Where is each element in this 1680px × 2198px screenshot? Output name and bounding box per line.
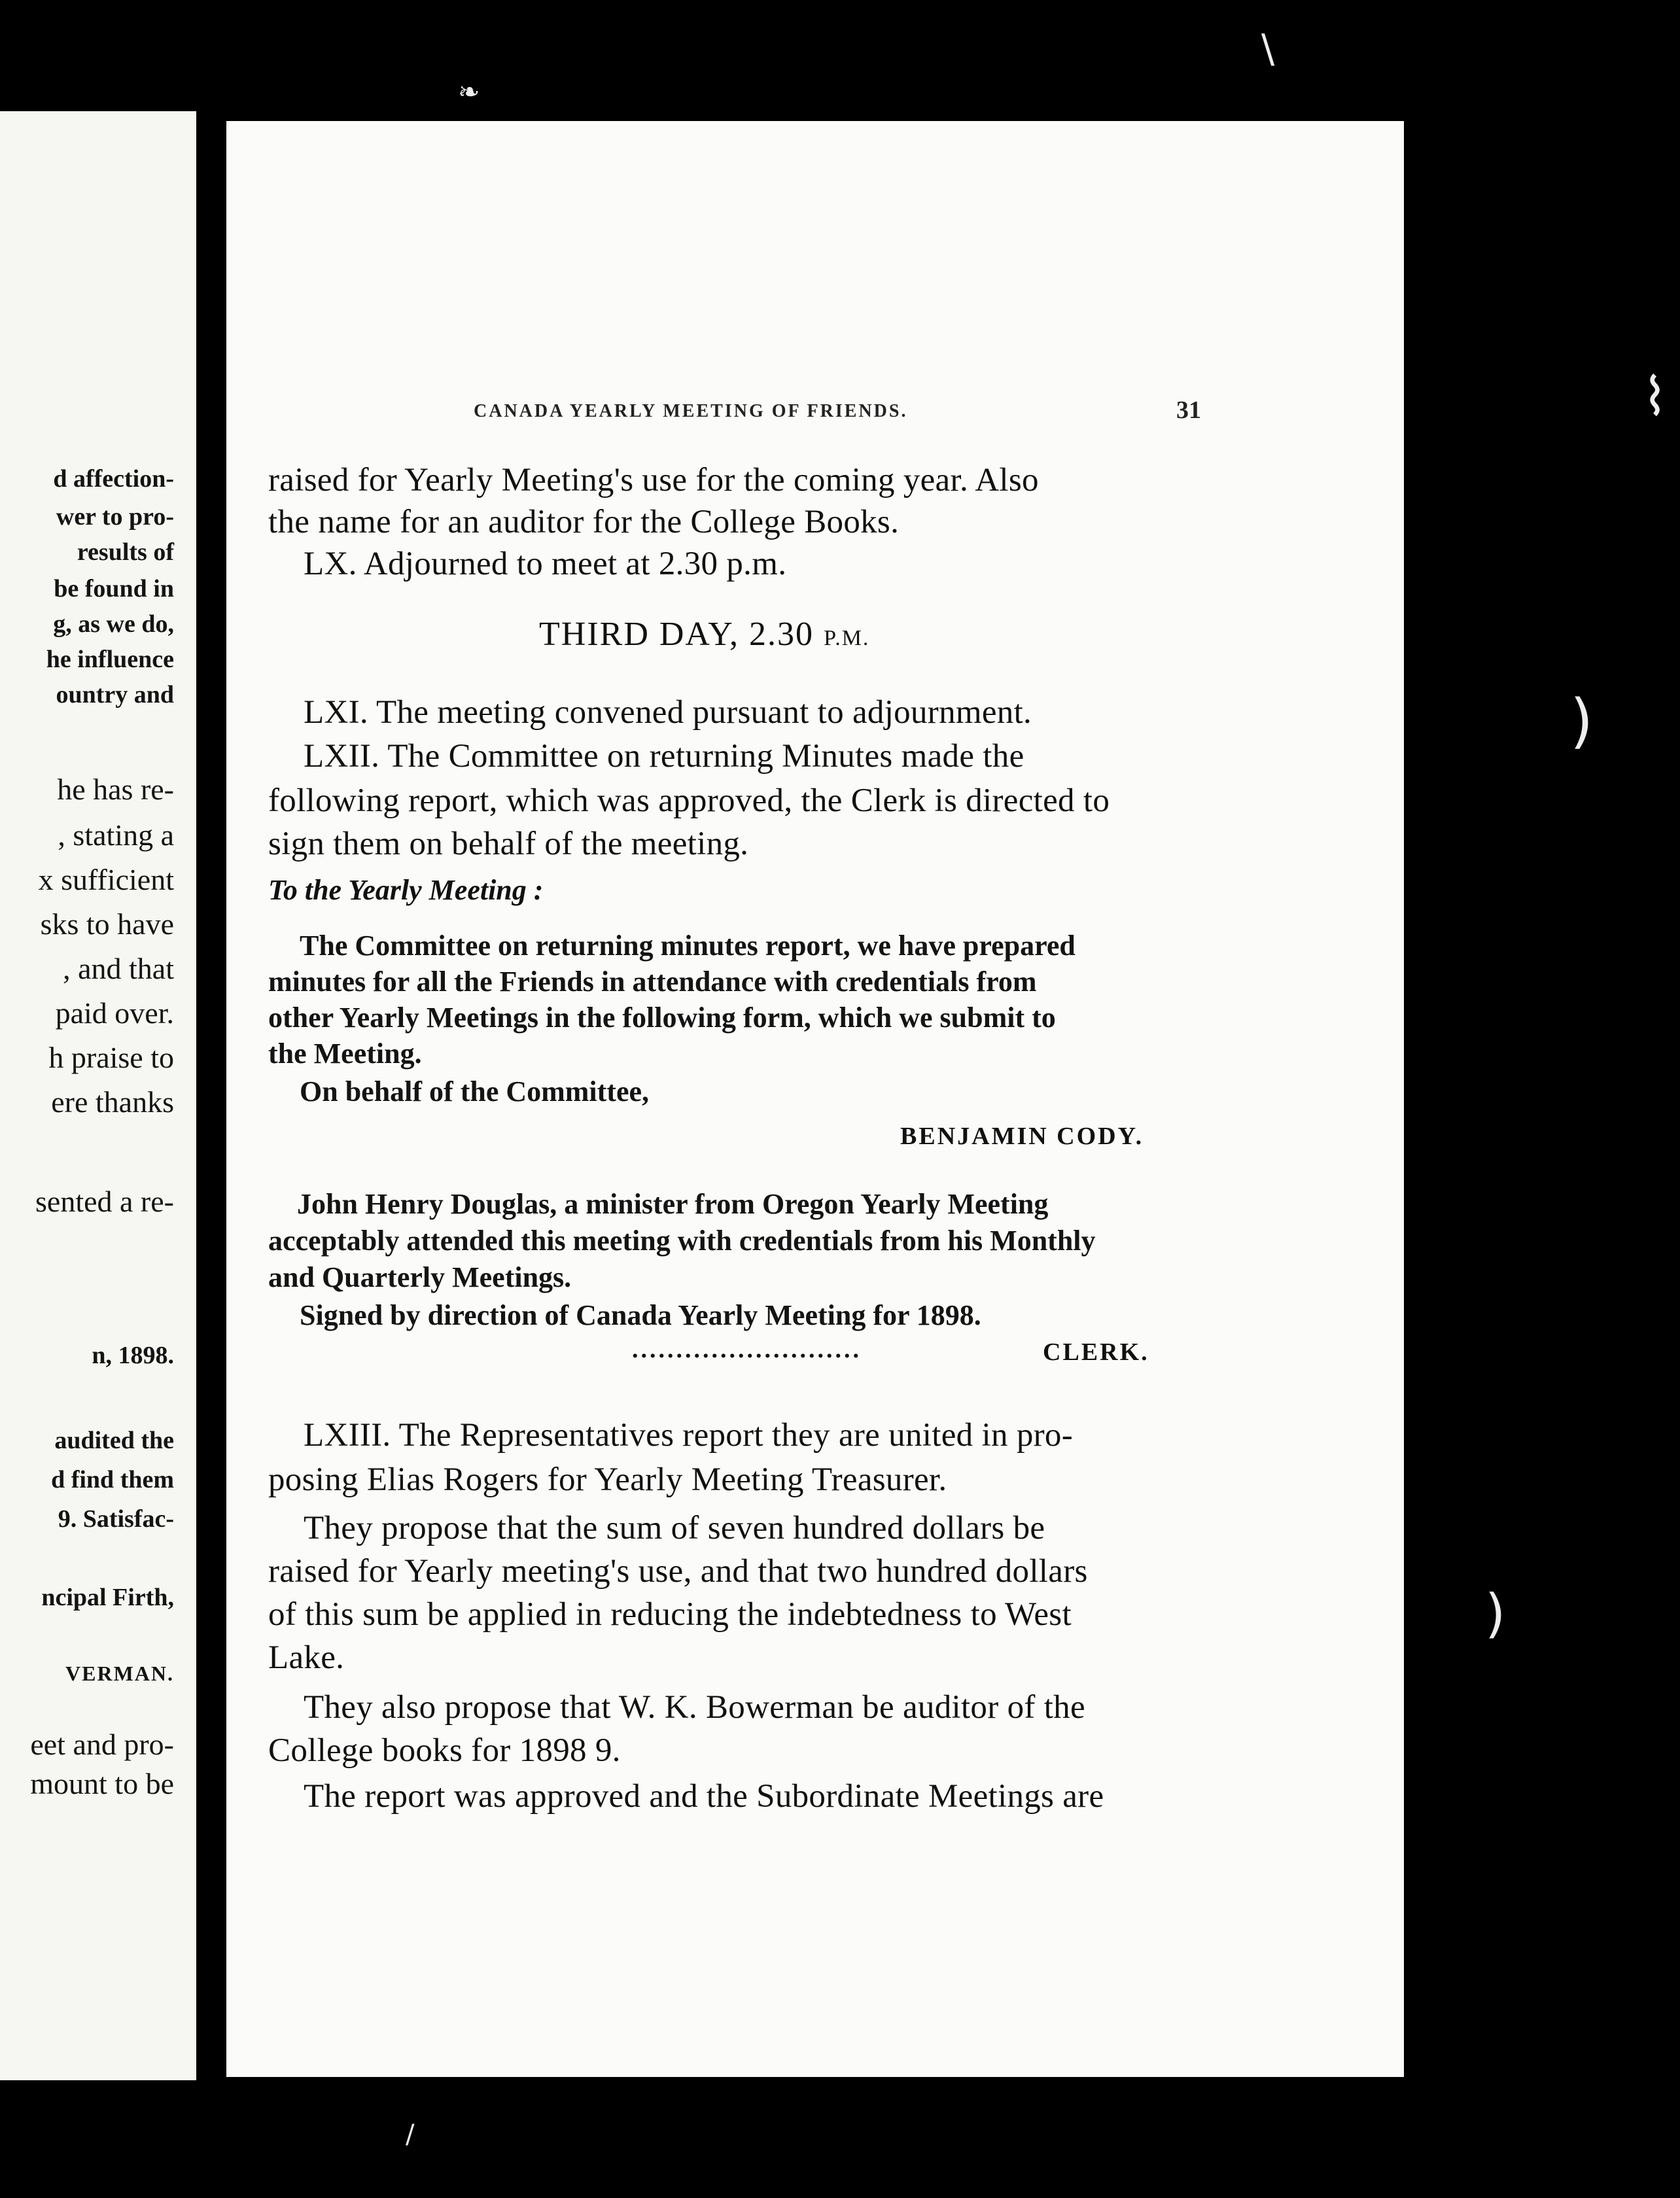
left-line: h praise to (48, 1041, 174, 1074)
text-line: The report was approved and the Subordinate Meetings are (304, 1778, 1104, 1815)
text-line: College books for 1898 9. (268, 1732, 621, 1769)
book-gutter (203, 111, 226, 2080)
minute-line: acceptably attended this meeting with credentials from his Monthly (268, 1225, 1096, 1257)
left-line: paid over. (55, 996, 174, 1030)
left-line: d affection- (53, 465, 174, 493)
running-head: CANADA YEARLY MEETING OF FRIENDS. (474, 401, 908, 421)
left-line: be found in (54, 575, 174, 602)
minute-line: Signed by direction of Canada Yearly Meeting for 1898. (300, 1299, 981, 1331)
left-line: sented a re- (35, 1185, 174, 1218)
scan-speck: ) (1485, 1583, 1506, 1644)
left-line: ere thanks (51, 1085, 174, 1119)
clerk-signature: CLERK. (1043, 1338, 1149, 1366)
left-line: results of (77, 538, 174, 566)
text-line: LXI. The meeting convened pursuant to adjournment. (304, 694, 1032, 731)
salutation: To the Yearly Meeting : (268, 874, 544, 906)
text-line: the name for an auditor for the College Books. (268, 504, 900, 540)
text-line: following report, which was approved, the Clerk is directed to (268, 782, 1110, 819)
text-line: LX. Adjourned to meet at 2.30 p.m. (304, 546, 787, 582)
left-line: , stating a (58, 818, 174, 852)
report-line: The Committee on returning minutes report, we have prepared (300, 930, 1076, 962)
text-line: Lake. (268, 1639, 345, 1676)
left-line: , and that (63, 952, 174, 985)
text-line: raised for Yearly Meeting's use for the coming year. Also (268, 462, 1039, 498)
text-line: sign them on behalf of the meeting. (268, 826, 749, 862)
scan-speck: ⌇ (1642, 366, 1668, 427)
left-line: d find them (51, 1466, 174, 1493)
heading-day: THIRD DAY, 2.30 (539, 616, 814, 653)
left-line: mount to be (30, 1767, 174, 1800)
text-line: LXII. The Committee on returning Minutes made the (304, 738, 1024, 775)
left-facing-page (0, 111, 196, 2080)
report-line: minutes for all the Friends in attendance with credentials from (268, 966, 1037, 998)
text-line: LXIII. The Representatives report they are united in pro- (304, 1417, 1073, 1454)
left-line: he influence (46, 646, 174, 673)
left-line: he has re- (57, 773, 174, 806)
minute-line: John Henry Douglas, a minister from Oregon Yearly Meeting (297, 1188, 1049, 1220)
left-line: audited the (54, 1427, 174, 1454)
left-line: VERMAN. (65, 1662, 174, 1685)
minute-line: and Quarterly Meetings. (268, 1261, 572, 1293)
text-line: They propose that the sum of seven hundred dollars be (304, 1510, 1045, 1546)
text-line: posing Elias Rogers for Yearly Meeting Treasurer. (268, 1461, 947, 1498)
left-line: ountry and (56, 681, 174, 708)
left-line: wer to pro- (56, 503, 174, 531)
text-line: raised for Yearly meeting's use, and that two hundred dollars (268, 1553, 1088, 1590)
left-line: ncipal Firth, (41, 1584, 174, 1611)
report-line: On behalf of the Committee, (300, 1075, 650, 1108)
left-line: x sufficient (38, 863, 174, 896)
scan-speck: \ (1261, 26, 1275, 72)
report-line: other Yearly Meetings in the following form, which we submit to (268, 1002, 1056, 1034)
page-number: 31 (1176, 396, 1201, 424)
scan-speck: / (406, 2120, 415, 2150)
text-line: of this sum be applied in reducing the indebtedness to West (268, 1596, 1072, 1633)
text-line: They also propose that W. K. Bowerman be auditor of the (304, 1689, 1085, 1726)
scan-speck: ) (1570, 687, 1594, 756)
left-line: 9. Satisfac- (58, 1505, 174, 1533)
left-line: g, as we do, (53, 610, 174, 638)
scan-speck: ❧ (458, 77, 480, 107)
left-line: eet and pro- (30, 1728, 174, 1761)
heading-pm: P.M. (824, 626, 870, 650)
left-line: sks to have (40, 907, 174, 941)
book-page (226, 121, 1404, 2077)
report-line: the Meeting. (268, 1038, 422, 1070)
signature: BENJAMIN CODY. (900, 1123, 1144, 1150)
section-heading (539, 615, 869, 654)
clerk-dots: .......................... (632, 1336, 862, 1363)
left-line: n, 1898. (92, 1342, 174, 1369)
